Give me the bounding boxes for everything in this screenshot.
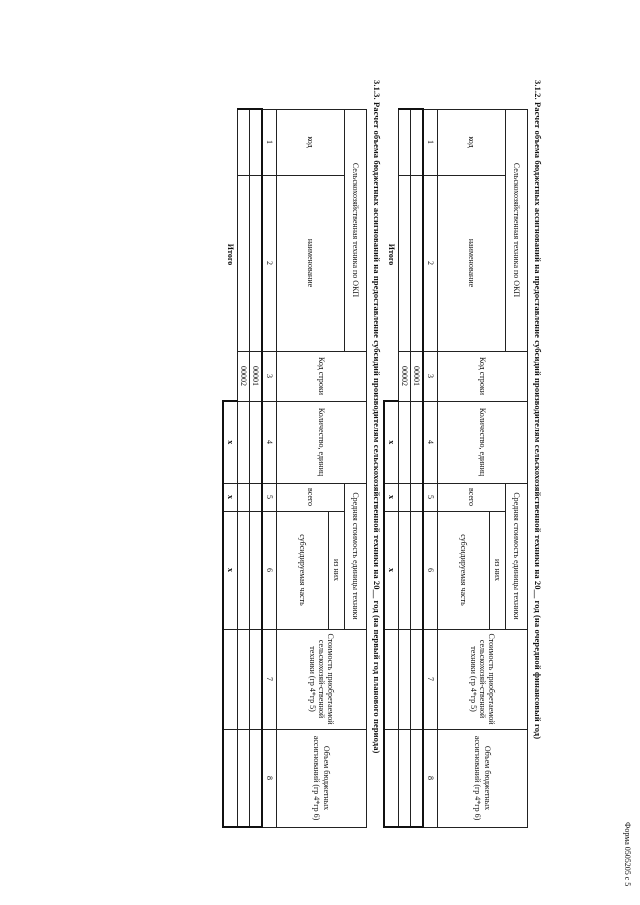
total-label: Итого bbox=[225, 243, 235, 266]
header-total: всего bbox=[438, 483, 506, 511]
cell-kod[interactable] bbox=[238, 109, 250, 175]
total-row bbox=[384, 109, 399, 827]
cell-kod[interactable] bbox=[399, 109, 411, 175]
cell-subsidized[interactable] bbox=[238, 511, 250, 629]
cell-total[interactable] bbox=[399, 483, 411, 511]
cell-name[interactable] bbox=[399, 175, 411, 351]
cell-x: x bbox=[223, 401, 238, 483]
col-number: 7 bbox=[262, 629, 277, 729]
col-number: 1 bbox=[423, 109, 438, 175]
cell-volume[interactable] bbox=[250, 729, 263, 827]
cell-qty[interactable] bbox=[238, 401, 250, 483]
header-row-code: Код строки bbox=[277, 351, 367, 401]
section2-table bbox=[222, 108, 367, 828]
cell-total-cost[interactable] bbox=[384, 629, 399, 729]
header-qty: Количество, единиц bbox=[438, 401, 528, 483]
header-avg-group: Средняя стоимость единицы техники bbox=[345, 483, 367, 629]
col-number: 3 bbox=[262, 351, 277, 401]
col-number: 5 bbox=[423, 483, 438, 511]
cell-total[interactable] bbox=[238, 483, 250, 511]
cell-kod[interactable] bbox=[250, 109, 263, 175]
header-cost: Стоимость приобретаемой сельскохозяй-ственной техники (гр 4*гр 5) bbox=[438, 629, 528, 729]
header-kod: код bbox=[438, 109, 506, 175]
cell-volume[interactable] bbox=[411, 729, 424, 827]
cell-row-code: 00002 bbox=[399, 351, 411, 401]
cell-name[interactable] bbox=[250, 175, 263, 351]
cell-row-code: 00001 bbox=[411, 351, 424, 401]
cell-row-code: 00002 bbox=[238, 351, 250, 401]
cell-total[interactable] bbox=[411, 483, 424, 511]
table-row bbox=[411, 109, 424, 827]
cell-volume[interactable] bbox=[399, 729, 411, 827]
total-row bbox=[223, 109, 238, 827]
cell-x: x bbox=[384, 401, 399, 483]
header-subsidized: субсидируемая часть bbox=[277, 511, 329, 629]
cell-total-volume[interactable] bbox=[223, 729, 238, 827]
form-id: Форма 0505205 с 5 bbox=[623, 822, 632, 887]
cell-subsidized[interactable] bbox=[411, 511, 424, 629]
header-of-which: из них bbox=[329, 511, 345, 629]
col-number: 2 bbox=[262, 175, 277, 351]
cell-row-code: 00001 bbox=[250, 351, 263, 401]
cell-name[interactable] bbox=[411, 175, 424, 351]
header-name: наименование bbox=[438, 175, 506, 351]
header-volume: Объем бюджетных ассигнований (гр 4*гр 6) bbox=[438, 729, 528, 827]
header-group: Сельскохозяйственная техника по ОКП bbox=[506, 109, 528, 351]
header-volume: Объем бюджетных ассигнований (гр 4*гр 6) bbox=[277, 729, 367, 827]
table-row bbox=[399, 109, 411, 827]
cell-x: x bbox=[384, 511, 399, 629]
header-group: Сельскохозяйственная техника по ОКП bbox=[345, 109, 367, 351]
cell-cost[interactable] bbox=[238, 629, 250, 729]
cell-qty[interactable] bbox=[250, 401, 263, 483]
header-cost: Стоимость приобретаемой сельскохозяй-ственной техники (гр 4*гр 5) bbox=[277, 629, 367, 729]
cell-qty[interactable] bbox=[399, 401, 411, 483]
col-number: 1 bbox=[262, 109, 277, 175]
cell-total[interactable] bbox=[250, 483, 263, 511]
col-number: 5 bbox=[262, 483, 277, 511]
total-label: Итого bbox=[386, 243, 396, 266]
table-row bbox=[238, 109, 250, 827]
col-number: 2 bbox=[423, 175, 438, 351]
col-number: 4 bbox=[262, 401, 277, 483]
header-avg-group: Средняя стоимость единицы техники bbox=[506, 483, 528, 629]
cell-cost[interactable] bbox=[411, 629, 424, 729]
cell-x: x bbox=[223, 511, 238, 629]
section2-title: 3.1.3. Расчет объема бюджетных ассигнований на предоставление субсидий производителям сельскохозяйственной техники на 20__ год (на первый год планового периода) bbox=[372, 80, 382, 754]
header-row-code: Код строки bbox=[438, 351, 528, 401]
cell-x: x bbox=[223, 483, 238, 511]
col-number: 8 bbox=[262, 729, 277, 827]
cell-total-cost[interactable] bbox=[223, 629, 238, 729]
col-number: 4 bbox=[423, 401, 438, 483]
cell-name[interactable] bbox=[238, 175, 250, 351]
header-subsidized: субсидируемая часть bbox=[438, 511, 490, 629]
header-kod: код bbox=[277, 109, 345, 175]
cell-x: x bbox=[384, 483, 399, 511]
col-number: 7 bbox=[423, 629, 438, 729]
table-row bbox=[250, 109, 263, 827]
col-number: 8 bbox=[423, 729, 438, 827]
cell-qty[interactable] bbox=[411, 401, 424, 483]
cell-total-volume[interactable] bbox=[384, 729, 399, 827]
header-name: наименование bbox=[277, 175, 345, 351]
header-of-which: из них bbox=[490, 511, 506, 629]
cell-kod[interactable] bbox=[411, 109, 424, 175]
col-number: 3 bbox=[423, 351, 438, 401]
section1-table bbox=[383, 108, 528, 828]
col-number: 6 bbox=[262, 511, 277, 629]
section1-title: 3.1.2. Расчет объема бюджетных ассигнований на предоставление субсидий производителям сельскохозяйственной техники на 20__ год (на очередной финансовый год) bbox=[533, 80, 543, 740]
cell-volume[interactable] bbox=[238, 729, 250, 827]
cell-subsidized[interactable] bbox=[250, 511, 263, 629]
cell-cost[interactable] bbox=[399, 629, 411, 729]
cell-subsidized[interactable] bbox=[399, 511, 411, 629]
header-total: всего bbox=[277, 483, 345, 511]
header-qty: Количество, единиц bbox=[277, 401, 367, 483]
col-number: 6 bbox=[423, 511, 438, 629]
cell-cost[interactable] bbox=[250, 629, 263, 729]
